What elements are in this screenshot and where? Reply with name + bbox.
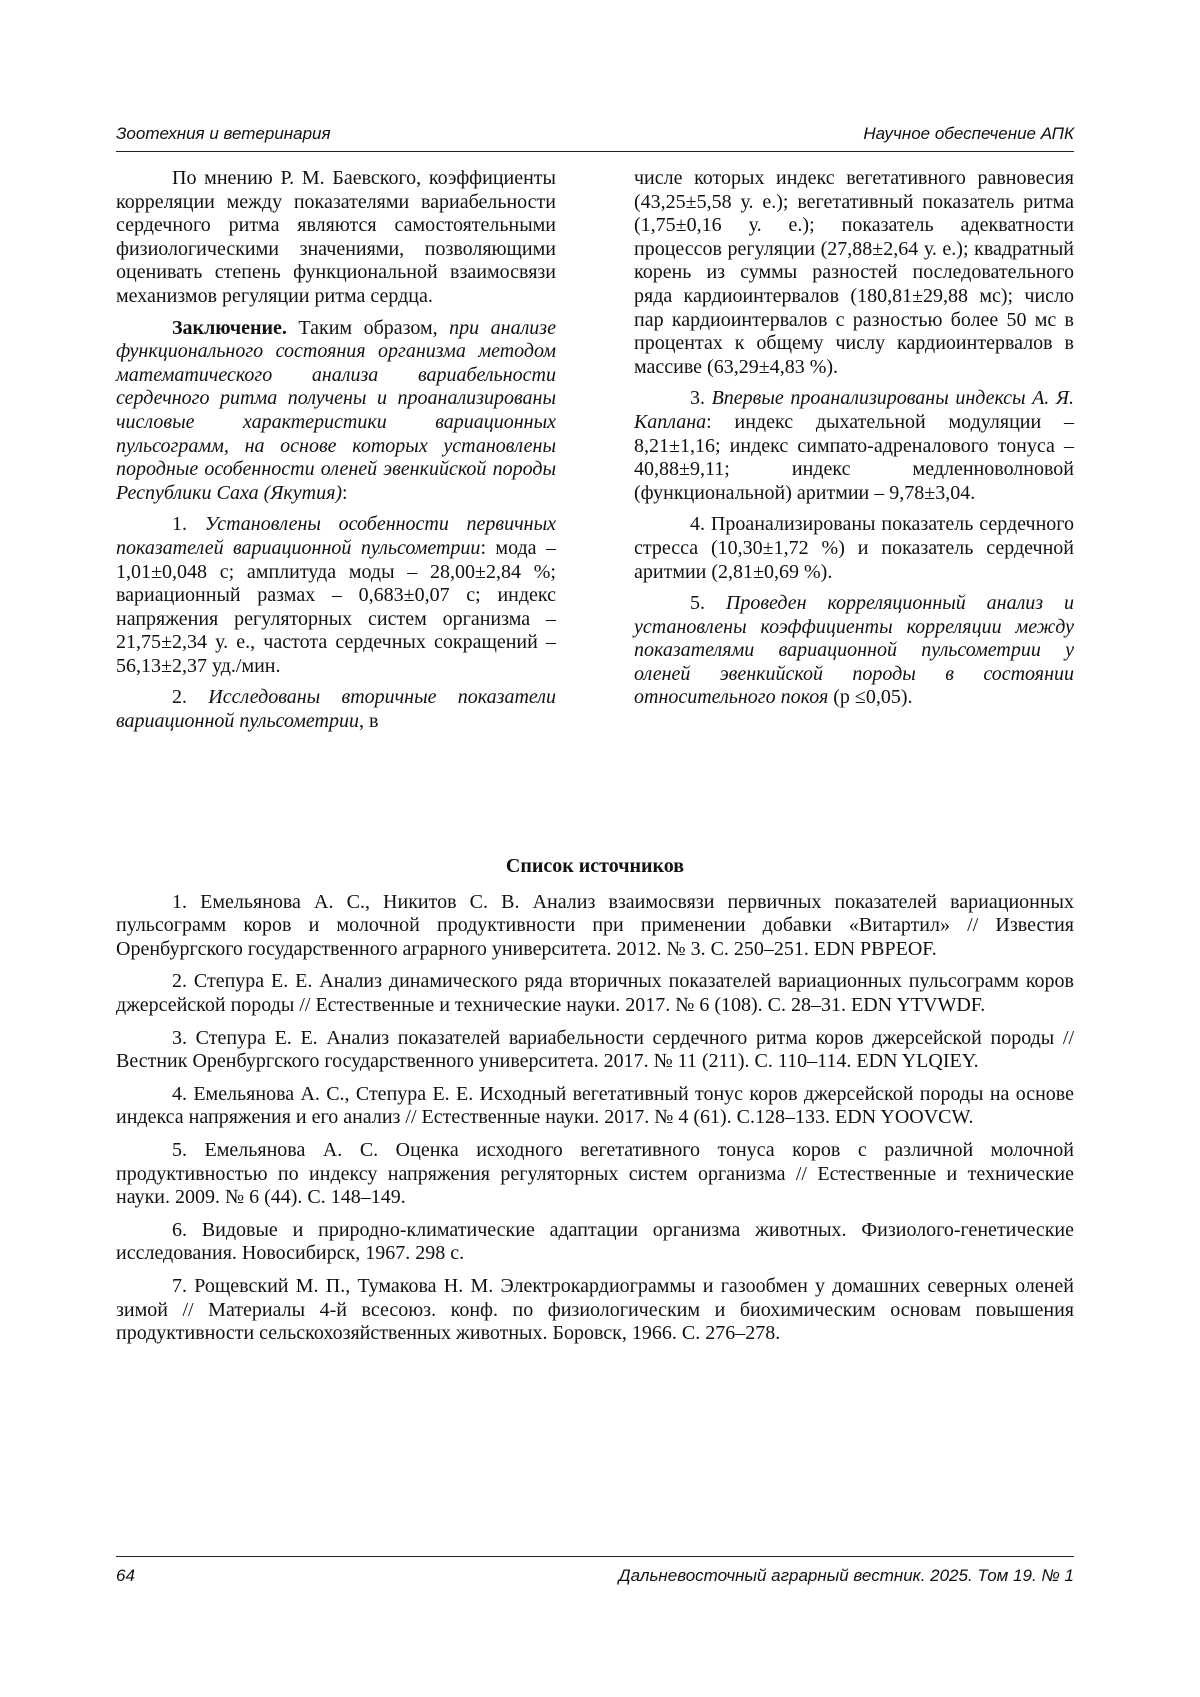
paragraph-baevsky: По мнению Р. М. Баевского, коэффициенты корреляции между показателями вариабельности сердечного ритма являются самостоятельными физиологическими значениями, позволяющими оценивать степень функциональной взаимосвязи механизмов регуляции ритма сердца. bbox=[116, 167, 556, 307]
conclusion-item-1: 1. Установлены особенности первичных показателей вариационной пульсометрии: мода – 1,01±0,048 с; амплитуда моды – 28,00±2,84 %; вариационный размах – 0,683±0,07 с; индекс напряжения регуляторных систем организма – 21,75±2,34 у. е., частота сердечных сокращений – 56,13±2,37 уд./мин. bbox=[116, 513, 556, 677]
reference-item: 7. Рощевский М. П., Тумакова Н. М. Электрокардиограммы и газообмен у домашних северных оленей зимой // Материалы 4-й всесоюз. конф. по физиологическим и биохимическим основам повышения продуктивности сельскохозяйственных животных. Боровск, 1966. С. 276–278. bbox=[116, 1274, 1074, 1345]
right-column bbox=[634, 167, 1074, 734]
page-number: 64 bbox=[116, 1566, 135, 1585]
conclusion-item-5: 5. Проведен корреляционный анализ и установлены коэффициенты корреляции между показателями вариационной пульсометрии у оленей эвенкийской породы в состоянии относительного покоя (р ≤0,05). bbox=[634, 592, 1074, 709]
running-footer bbox=[116, 1556, 1074, 1586]
conclusion-item-2-continued: числе которых индекс вегетативного равновесия (43,25±5,58 у. е.); вегетативный показатель ритма (1,75±0,16 у. е.); показатель адекватности процессов регуляции (27,88±2,64 у. е.); квадратный корень из суммы разностей последовательного ряда кардиоинтервалов (180,81±29,88 мс); число пар кардиоинтервалов с разностью более 50 мс в процентах к общему числу кардиоинтервалов в массиве (63,29±4,83 %). bbox=[634, 167, 1074, 378]
reference-item: 3. Степура Е. Е. Анализ показателей вариабельности сердечного ритма коров джерсейской породы // Вестник Оренбургского государственного университета. 2017. № 11 (211). С. 110–114. EDN YLQIEY. bbox=[116, 1026, 1074, 1073]
references-list bbox=[116, 891, 1074, 1346]
reference-item: 5. Емельянова А. С. Оценка исходного вегетативного тонуса коров с различной молочной продуктивностью по индексу напряжения регуляторных систем организма // Естественные и технические науки. 2009. № 6 (44). С. 148–149. bbox=[116, 1138, 1074, 1209]
running-header bbox=[116, 124, 1074, 152]
reference-item: 6. Видовые и природно-климатические адаптации организма животных. Физиолого-генетические исследования. Новосибирск, 1967. 298 с. bbox=[116, 1218, 1074, 1265]
paragraph-conclusion: Заключение. Таким образом, при анализе функционального состояния организма методом математического анализа вариабельности сердечного ритма получены и проанализированы числовые характеристики вариационных пульсограмм, на основе которых установлены породные особенности оленей эвенкийской породы Республики Саха (Якутия): bbox=[116, 316, 556, 504]
left-column bbox=[116, 167, 556, 734]
conclusion-item-3: 3. Впервые проанализированы индексы А. Я. Каплана: индекс дыхательной модуляции – 8,21±1,16; индекс симпато-адреналового тонуса – 40,88±9,11; индекс медленноволновой (функциональной) аритмии – 9,78±3,04. bbox=[634, 387, 1074, 504]
conclusion-item-4: 4. Проанализированы показатель сердечного стресса (10,30±1,72 %) и показатель сердечной аритмии (2,81±0,69 %). bbox=[634, 513, 1074, 583]
header-rubric: Научное обеспечение АПК bbox=[863, 124, 1074, 143]
conclusion-label: Заключение. bbox=[172, 316, 287, 339]
header-section: Зоотехния и ветеринария bbox=[116, 124, 331, 143]
references-title: Список источников bbox=[505, 855, 685, 877]
conclusion-item-2: 2. Исследованы вторичные показатели вариационной пульсометрии, в bbox=[116, 686, 557, 733]
references-section bbox=[116, 855, 1074, 1355]
journal-citation: Дальневосточный аграрный вестник. 2025. Том 19. № 1 bbox=[618, 1566, 1074, 1585]
two-column-body bbox=[116, 167, 1074, 734]
reference-item: 4. Емельянова А. С., Степура Е. Е. Исходный вегетативный тонус коров джерсейской породы на основе индекса напряжения и его анализ // Естественные науки. 2017. № 4 (61). С.128–133. EDN YOOVCW. bbox=[116, 1082, 1074, 1129]
reference-item: 1. Емельянова А. С., Никитов С. В. Анализ взаимосвязи первичных показателей вариационных пульсограмм коров и молочной продуктивности при применении добавки «Витартил» // Известия Оренбургского государственного аграрного университета. 2012. № 3. С. 250–251. EDN PBPEOF. bbox=[116, 890, 1074, 960]
reference-item: 2. Степура Е. Е. Анализ динамического ряда вторичных показателей вариационных пульсограмм коров джерсейской породы // Естественные и технические науки. 2017. № 6 (108). С. 28–31. EDN YTVWDF. bbox=[116, 970, 1074, 1016]
